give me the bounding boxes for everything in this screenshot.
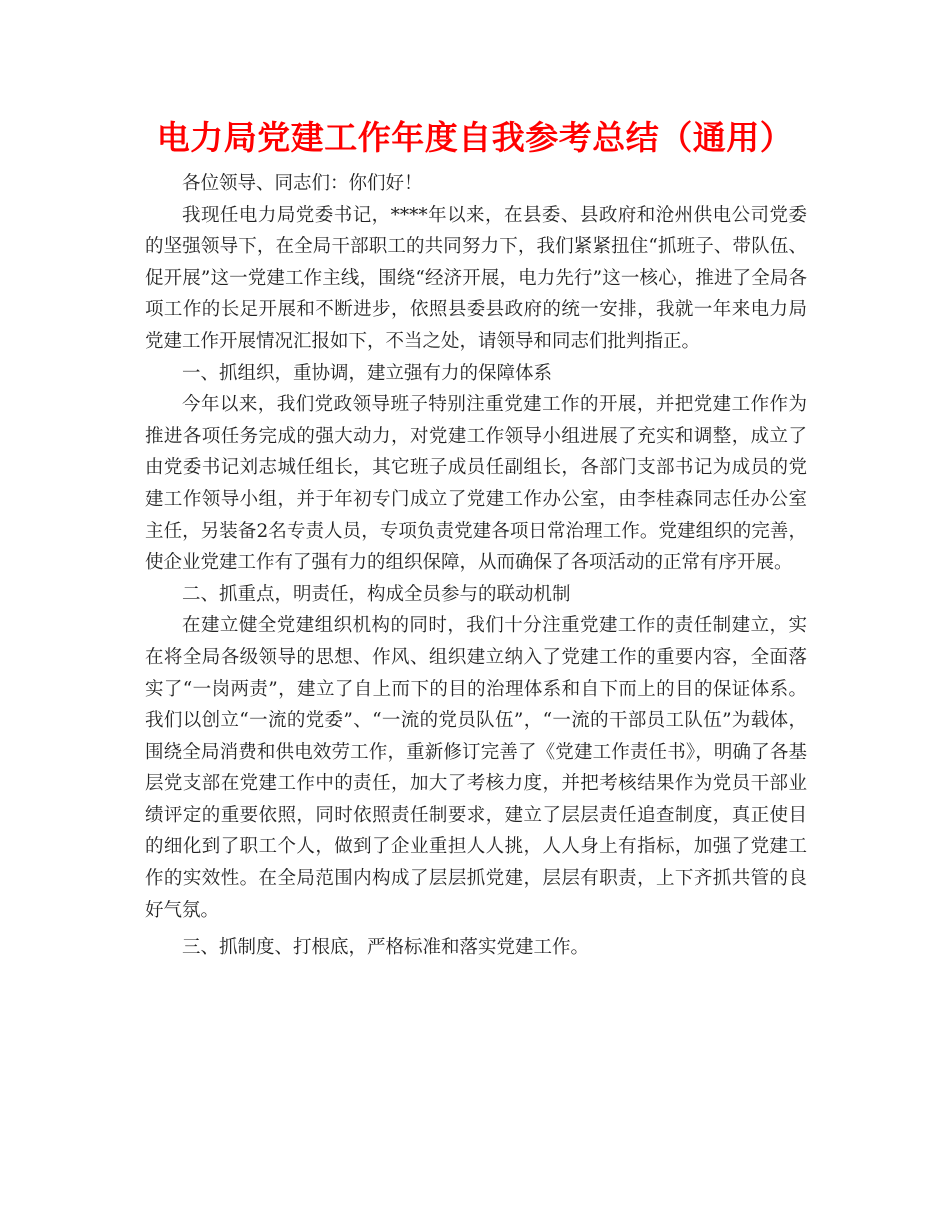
paragraph-greeting: 各位领导、同志们：你们好！ [182, 173, 423, 194]
section-heading-3: 三、抓制度、打根底，严格标准和落实党建工作。 [182, 937, 590, 959]
paragraph-intro: 我现任电力局党委书记，****年以来，在县委、县政府和沧州供电公司党委的坚强领导下，在全局干部职工的共同努力下，我们紧紧扭住“抓班子、带队伍、促开展”这一党建工作主线，围绕“经济开展，电力先行”这一核心，推进了全局各项工作的长足开展和不断进步，依照县委县政府的统一安排，我就一年来电力局党建工作开展情况汇报如下，不当之处，请领导和同志们批判指正。 [145, 204, 807, 352]
section-heading-1: 一、抓组织，重协调，建立强有力的保障体系 [182, 362, 553, 384]
section-heading-2: 二、抓重点，明责任，构成全员参与的联动机制 [182, 583, 571, 605]
paragraph-section-2: 在建立健全党建组织机构的同时，我们十分注重党建工作的责任制建立，实在将全局各级领导的思想、作风、组织建立纳入了党建工作的重要内容，全面落实了“一岗两责”，建立了自上而下的目的治理体系和自下而上的目的保证体系。我们以创立“一流的党委”、“一流的党员队伍”，“一流的干部员工队伍”为载体，围绕全局消费和供电效劳工作，重新修订完善了《党建工作责任书》，明确了各基层党支部在党建工作中的责任，加大了考核力度，并把考核结果作为党员干部业绩评定的重要依照，同时依照责任制要求，建立了层层责任追查制度，真正使目的细化到了职工个人，做到了企业重担人人挑，人人身上有指标，加强了党建工作的实效性。在全局范围内构成了层层抓党建，层层有职责，上下齐抓共管的良好气氛。 [145, 615, 807, 921]
document-body [145, 168, 807, 964]
paragraph-section-1: 今年以来，我们党政领导班子特别注重党建工作的开展，并把党建工作作为推进各项任务完成的强大动力，对党建工作领导小组进展了充实和调整，成立了由党委书记刘志城任组长，其它班子成员任副组长，各部门支部书记为成员的党建工作领导小组，并于年初专门成立了党建工作办公室，由李桂森同志任办公室主任，另装备2名专责人员，专项负责党建各项日常治理工作。党建组织的完善，使企业党建工作有了强有力的组织保障，从而确保了各项活动的正常有序开展。 [145, 394, 807, 574]
document-title: 电力局党建工作年度自我参考总结（通用） [156, 118, 794, 157]
